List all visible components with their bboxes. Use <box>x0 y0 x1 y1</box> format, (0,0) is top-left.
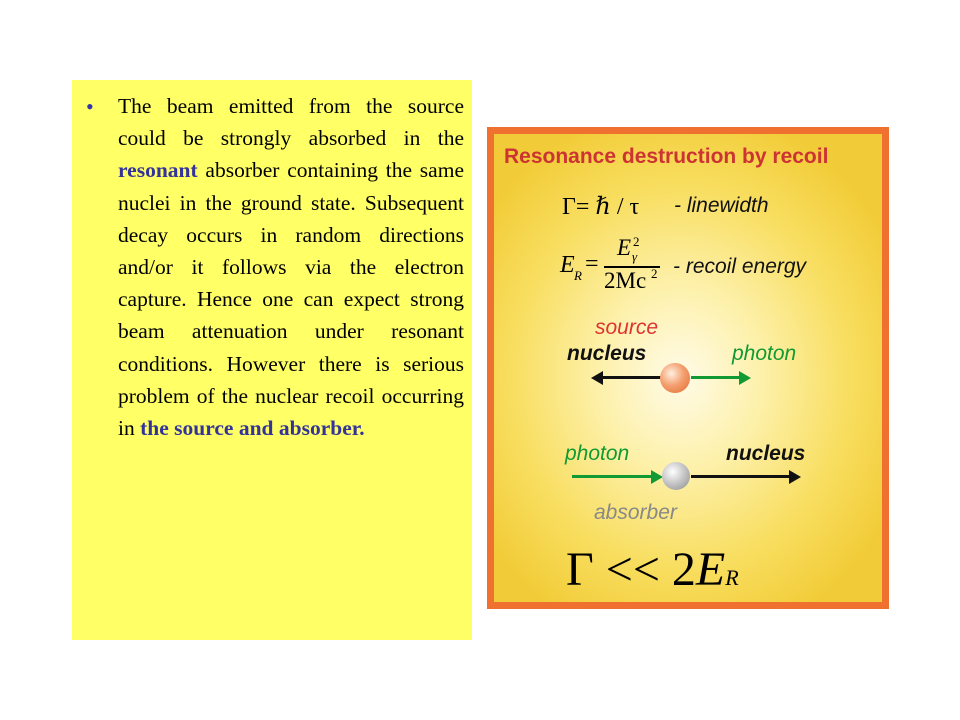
absorber-label: absorber <box>594 501 677 524</box>
paragraph-middle: absorber containing the same nuclei in the ground state. Subsequent decay occurs in random directions and/or it follows via the electron capture. Hence one can expect strong beam attenuation under resonant conditions. However there is serious problem of the nuclear recoil occurring in <box>118 158 464 441</box>
linewidth-label: - linewidth <box>674 194 769 217</box>
inequality-sub: R <box>725 565 739 590</box>
recoil-numerator-sub: γ <box>632 249 638 264</box>
photon-label-bottom: photon <box>565 442 630 465</box>
linewidth-formula <box>562 192 639 221</box>
source-photon-arrowhead <box>739 371 751 385</box>
bullet: • <box>86 94 94 119</box>
nucleus-label-bottom: nucleus <box>726 442 806 465</box>
recoil-lhs: E <box>560 252 575 278</box>
recoil-formula <box>560 235 670 299</box>
absorber-nucleus-arrow-line <box>691 475 789 478</box>
paragraph <box>118 90 464 444</box>
recoil-lhs-sub: R <box>574 268 582 283</box>
absorber-photon-arrow-line <box>572 475 652 478</box>
highlight-resonant: resonant <box>118 158 198 183</box>
text-panel <box>72 80 472 640</box>
recoil-denominator-sup: 2 <box>651 266 658 281</box>
paragraph-main: The beam emitted from the source could be strongly absorbed in the <box>118 94 464 151</box>
recoil-label: - recoil energy <box>673 255 807 278</box>
recoil-figure <box>487 127 889 609</box>
source-nucleus-ball <box>660 363 690 393</box>
highlight-source-absorber: the source and absorber. <box>140 416 365 441</box>
absorber-nucleus-ball <box>662 462 690 490</box>
source-nucleus-arrow-line <box>602 376 668 379</box>
absorber-nucleus-arrowhead <box>789 470 801 484</box>
nucleus-label-top: nucleus <box>567 342 647 365</box>
source-photon-arrow-line <box>691 376 739 379</box>
linewidth-expression: Γ= ℏ / τ <box>562 194 640 220</box>
figure-title: Resonance destruction by recoil <box>504 145 829 168</box>
source-label: source <box>595 316 659 339</box>
recoil-numerator-sup: 2 <box>633 234 640 249</box>
photon-label-top: photon <box>732 342 797 365</box>
inequality-E: E <box>695 543 726 596</box>
recoil-denominator: 2Mc <box>604 268 647 293</box>
inequality <box>566 542 739 597</box>
recoil-equals: = <box>585 251 599 277</box>
source-nucleus-arrowhead <box>591 371 603 385</box>
inequality-left: Γ << 2 <box>566 543 696 596</box>
recoil-numerator: E <box>617 235 632 260</box>
